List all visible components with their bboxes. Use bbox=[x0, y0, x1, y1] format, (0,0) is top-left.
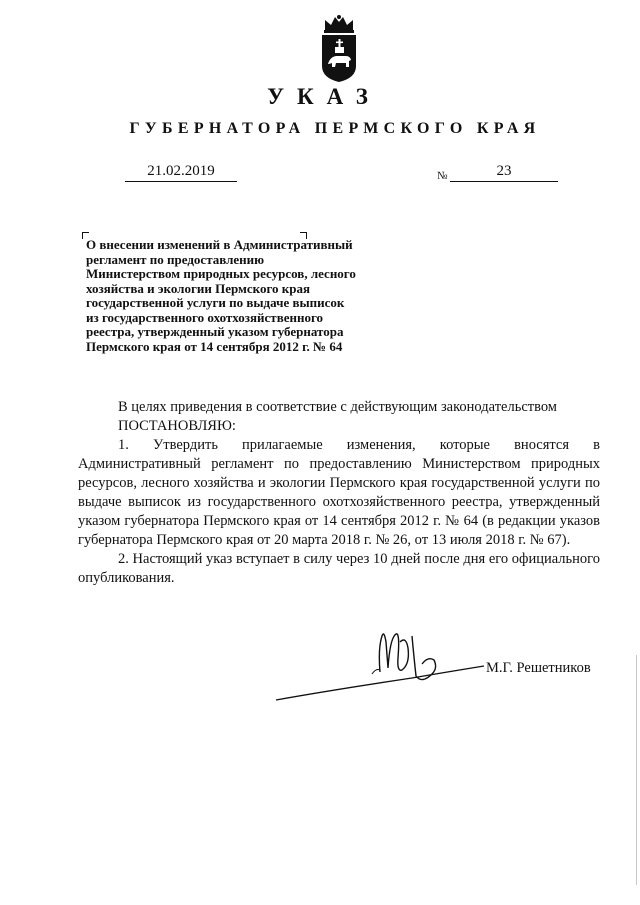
heading-line: регламент по предоставлению bbox=[86, 251, 265, 267]
handwritten-signature bbox=[272, 628, 486, 704]
item-1-paragraph: 1. Утвердить прилагаемые изменения, которые вносятся в Административный регламент по предоставлению Министерством природных ресурсов, лесного хозяйства и экологии Пермского края государственной услуги по выдаче выписок из государственного охотхозяйственного реестра, утвержденный указом губернатора Пермского края от 14 сентября 2012 г. № 64 (в редакции указов губернатора Пермского края от 20 марта 2018 г. № 26, от 13 июля 2018 г. № 67). bbox=[78, 437, 600, 548]
document-title: УКАЗ bbox=[267, 84, 381, 109]
heading-line: Пермского края от 14 сентября 2012 г. № 64 bbox=[86, 338, 343, 354]
document-body bbox=[78, 398, 600, 588]
document-number: 23 bbox=[450, 162, 558, 182]
item-2-paragraph: 2. Настоящий указ вступает в силу через 10 дней после дня его официального опубликования. bbox=[78, 551, 600, 586]
intro-paragraph: В целях приведения в соответствие с действующим законодательством bbox=[118, 399, 557, 415]
document-heading bbox=[86, 238, 406, 354]
heading-line: реестра, утвержденный указом губернатора bbox=[86, 324, 344, 339]
number-sign: № bbox=[437, 170, 448, 182]
heading-line: О внесении изменений в Административный bbox=[86, 237, 353, 252]
document-date: 21.02.2019 bbox=[125, 162, 237, 182]
perm-krai-coat-of-arms-icon bbox=[316, 14, 362, 84]
heading-line: государственной услуги по выдаче выписок bbox=[86, 295, 345, 310]
heading-line: из государственного охотхозяйственного bbox=[86, 309, 324, 325]
signer-name: М.Г. Решетников bbox=[486, 660, 591, 676]
document-issuer: ГУБЕРНАТОРА ПЕРМСКОГО КРАЯ bbox=[129, 120, 541, 137]
decree-word: ПОСТАНОВЛЯЮ: bbox=[118, 418, 236, 434]
heading-line: Министерством природных ресурсов, лесного bbox=[86, 266, 356, 281]
scan-edge-line bbox=[636, 655, 637, 885]
heading-line: хозяйства и экологии Пермского края bbox=[86, 280, 311, 296]
